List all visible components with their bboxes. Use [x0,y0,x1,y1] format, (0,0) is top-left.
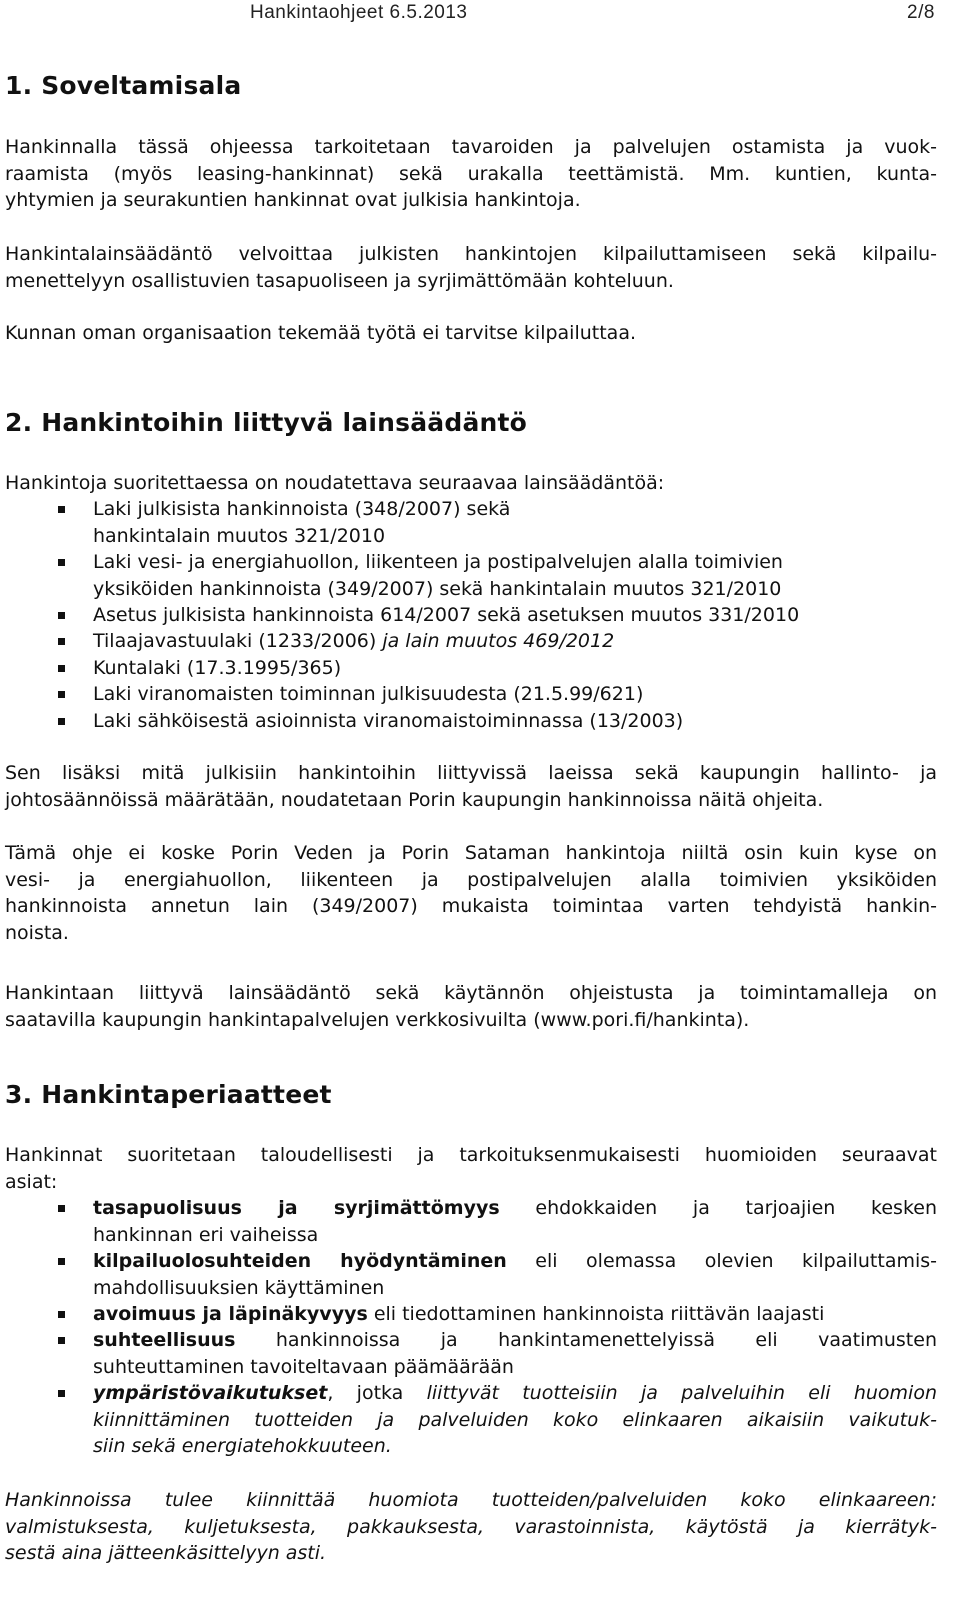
text-line: saatavilla kaupungin hankintapalvelujen verkkosivuilta (www.pori.fi/hankinta). [5,1008,750,1031]
bullet-icon [58,691,65,698]
bullet-icon [58,638,65,645]
text-line: vesi- ja energiahuollon, liikenteen ja postipalvelujen alalla toimivien yksiköiden [5,868,937,891]
bullet-icon [58,1337,65,1344]
text-line: asiat: [5,1170,58,1193]
section-2-paragraph-2 [5,840,937,946]
section-1-paragraph-2 [5,241,937,294]
bullet-icon [58,718,65,725]
section-2-heading: 2. Hankintoihin liittyvä lainsäädäntö [5,408,528,437]
section-3-closing [5,1487,937,1567]
text-line: hankinnoista annetun lain (349/2007) mukaista toimintaa varten tehdyistä hankin- [5,895,937,917]
text-line: Hankintalainsäädäntö velvoittaa julkisten hankintojen kilpailuttamiseen sekä kilpailu- [5,243,937,265]
text-line: johtosäännöissä määrätään, noudatetaan Porin kaupungin hankinnoissa näitä ohjeita. [5,788,824,811]
law-item-6: Laki viranomaisten toiminnan julkisuudesta (21.5.99/621) [93,683,644,705]
text-line: Hankintaan liittyvä lainsäädäntö sekä käytännön ohjeistusta ja toimintamalleja on [5,982,937,1004]
text-line: raamista (myös leasing-hankinnat) sekä urakalla teettämistä. Mm. kuntien, kunta- [5,162,937,185]
principle-item-4: suhteellisuus hankinnoissa ja hankintamenettelyissä eli vaatimusten suhteuttaminen tavoiteltavaan päämäärään [93,1329,937,1378]
section-1-paragraph-3: Kunnan oman organisaation tekemää työtä ei tarvitse kilpailuttaa. [5,322,637,344]
bullet-icon [58,1390,65,1397]
text-line: noista. [5,921,69,944]
section-2-paragraph-1 [5,760,937,813]
principle-item-5: ympäristövaikutukset, jotka liittyvät tuotteisiin ja palveluihin eli huomion kiinnittäminen tuotteiden ja palveluiden koko elinkaaren aikaisiin vaikutuk- siin sekä energiatehokkuuteen. [93,1382,937,1457]
text-line: yhtymien ja seurakuntien hankinnat ovat julkisia hankintoja. [5,189,581,211]
bullet-icon [58,506,65,513]
bullet-icon [58,612,65,619]
principle-item-3: avoimuus ja läpinäkyvyys eli tiedottaminen hankinnoista riittävän laajasti [93,1303,825,1325]
text-line: Sen lisäksi mitä julkisiin hankintoihin liittyvissä laeissa sekä kaupungin hallinto- ja [5,762,937,784]
law-item-2: Laki vesi- ja energiahuollon, liikenteen ja postipalvelujen alalla toimivien yksiköiden hankinnoista (349/2007) sekä hankintalain muutos 321/2010 [93,551,783,600]
bullet-icon [58,1311,65,1318]
bullet-icon [58,1205,65,1212]
bullet-icon [58,665,65,672]
section-1-paragraph-1 [5,134,937,214]
section-3-intro [5,1142,937,1195]
text-line: menettelyyn osallistuvien tasapuoliseen ja syrjimättömään kohteluun. [5,269,674,292]
principle-item-2: kilpailuolosuhteiden hyödyntäminen eli olemassa olevien kilpailuttamis- mahdollisuuksien käyttäminen [93,1250,937,1299]
text-line: Hankinnoissa tulee kiinnittää huomiota tuotteiden/palveluiden koko elinkaareen: [5,1489,937,1511]
section-2-intro: Hankintoja suoritettaessa on noudatettava seuraavaa lainsäädäntöä: [5,472,665,494]
header-page-number: 2/8 [907,2,935,23]
bullet-icon [58,559,65,566]
law-item-4: Tilaajavastuulaki (1233/2006) ja lain muutos 469/2012 [93,630,615,652]
section-2-paragraph-3 [5,980,937,1033]
text-line: sestä aina jätteenkäsittelyyn asti. [5,1542,327,1564]
principle-item-1: tasapuolisuus ja syrjimättömyys ehdokkaiden ja tarjoajien kesken hankinnan eri vaiheissa [93,1197,937,1246]
law-item-3: Asetus julkisista hankinnoista 614/2007 sekä asetuksen muutos 331/2010 [93,604,800,626]
text-line: Hankinnalla tässä ohjeessa tarkoitetaan tavaroiden ja palvelujen ostamista ja vuok- [5,136,937,158]
section-3-heading: 3. Hankintaperiaatteet [5,1080,332,1109]
law-item-5: Kuntalaki (17.3.1995/365) [93,657,342,679]
law-item-7: Laki sähköisestä asioinnista viranomaistoiminnassa (13/2003) [93,710,684,732]
section-1-heading: 1. Soveltamisala [5,71,242,100]
text-line: Hankinnat suoritetaan taloudellisesti ja tarkoituksenmukaisesti huomioiden seuraavat [5,1144,937,1166]
header-title: Hankintaohjeet 6.5.2013 [250,2,468,23]
text-line: valmistuksesta, kuljetuksesta, pakkauksesta, varastoinnista, käytöstä ja kierrätyk- [5,1515,937,1538]
bullet-icon [58,1258,65,1265]
text-line: Tämä ohje ei koske Porin Veden ja Porin Sataman hankintoja niiltä osin kuin kyse on [5,842,937,864]
law-item-1: Laki julkisista hankinnoista (348/2007) sekä hankintalain muutos 321/2010 [93,498,511,547]
